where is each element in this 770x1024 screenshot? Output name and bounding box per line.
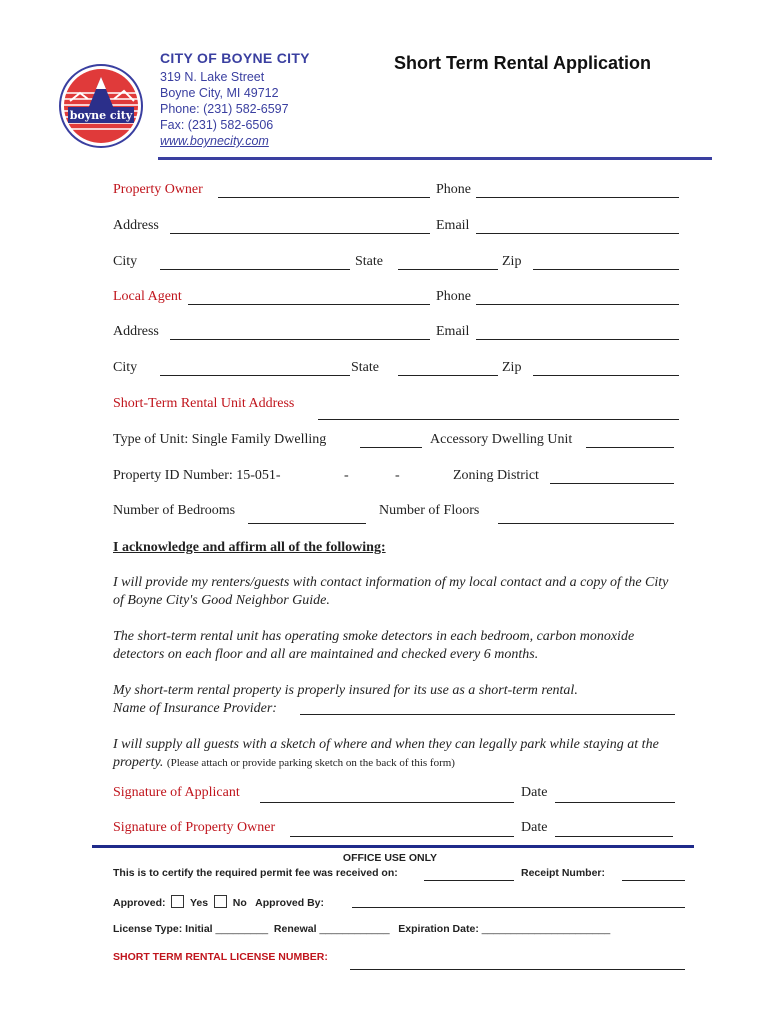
agent-state-field[interactable] bbox=[398, 375, 498, 376]
local-agent-field[interactable] bbox=[188, 304, 430, 305]
owner-signature-field[interactable] bbox=[290, 836, 514, 837]
agent-zip-field[interactable] bbox=[533, 375, 679, 376]
unit-address-label: Short-Term Rental Unit Address bbox=[113, 396, 295, 411]
affirm-heading: I acknowledge and affirm all of the following: bbox=[113, 540, 386, 555]
agent-city-field[interactable] bbox=[160, 375, 350, 376]
approved-yes-label: Yes bbox=[190, 897, 209, 909]
insurance-provider-field[interactable] bbox=[300, 714, 675, 715]
affirm-paragraph-2: The short-term rental unit has operating smoke detectors in each bedroom, carbon monoxide detectors on each floor and all are maintained and checked every 6 months. bbox=[113, 629, 635, 662]
city-name: CITY OF BOYNE CITY bbox=[160, 50, 310, 66]
form-title: Short Term Rental Application bbox=[394, 53, 652, 73]
header-divider bbox=[158, 157, 712, 160]
approved-no-checkbox[interactable] bbox=[214, 895, 227, 908]
owner-email-label: Email bbox=[436, 218, 470, 233]
owner-date-field[interactable] bbox=[555, 836, 673, 837]
city-logo bbox=[58, 63, 144, 149]
approved-yes-checkbox[interactable] bbox=[171, 895, 184, 908]
property-owner-field[interactable] bbox=[218, 197, 430, 198]
accessory-unit-field[interactable] bbox=[586, 447, 674, 448]
owner-state-field[interactable] bbox=[398, 269, 498, 270]
applicant-signature-field[interactable] bbox=[260, 802, 514, 803]
license-type-label: License Type: Initial bbox=[113, 923, 213, 935]
bedrooms-field[interactable] bbox=[248, 523, 366, 524]
receipt-number-label: Receipt Number: bbox=[521, 867, 606, 879]
floors-field[interactable] bbox=[498, 523, 674, 524]
affirm-paragraph-4-text: I will supply all guests with a sketch of where and when they can legally park while staying at the property. bbox=[113, 737, 659, 770]
expiration-date-label: Expiration Date: bbox=[398, 923, 479, 935]
license-row bbox=[113, 923, 610, 935]
owner-zip-label: Zip bbox=[502, 254, 522, 269]
owner-state-label: State bbox=[355, 254, 383, 269]
owner-date-label: Date bbox=[521, 820, 548, 835]
city-website-link[interactable]: www.boynecity.com bbox=[160, 134, 269, 148]
owner-phone-field[interactable] bbox=[476, 197, 679, 198]
renewal-field[interactable]: ____________ bbox=[319, 923, 390, 935]
approved-row bbox=[113, 895, 324, 909]
local-agent-label: Local Agent bbox=[113, 289, 182, 304]
insurance-provider-label: Name of Insurance Provider: bbox=[113, 701, 277, 716]
agent-city-label: City bbox=[113, 360, 138, 375]
floors-label: Number of Floors bbox=[379, 503, 480, 518]
parking-sketch-note: (Please attach or provide parking sketch on the back of this form) bbox=[166, 757, 455, 769]
accessory-unit-label: Accessory Dwelling Unit bbox=[430, 432, 573, 447]
applicant-date-field[interactable] bbox=[555, 802, 675, 803]
owner-phone-label: Phone bbox=[436, 182, 471, 197]
approved-by-label: Approved By: bbox=[255, 897, 325, 909]
city-address: 319 N. Lake Street bbox=[160, 70, 265, 84]
office-divider bbox=[92, 845, 694, 848]
agent-phone-field[interactable] bbox=[476, 304, 679, 305]
affirm-paragraph-3: My short-term rental property is properly insured for its use as a short-term rental. bbox=[113, 683, 578, 698]
fee-received-date-field[interactable] bbox=[424, 880, 514, 881]
agent-phone-label: Phone bbox=[436, 289, 471, 304]
receipt-number-field[interactable] bbox=[622, 880, 685, 881]
agent-address-label: Address bbox=[113, 324, 159, 339]
initial-field[interactable]: _________ bbox=[215, 923, 269, 935]
unit-type-label: Type of Unit: Single Family Dwelling bbox=[113, 432, 327, 447]
expiration-date-field[interactable]: ______________________ bbox=[481, 923, 611, 935]
city-state-zip: Boyne City, MI 49712 bbox=[160, 86, 279, 100]
city-phone: Phone: (231) 582-6597 bbox=[160, 102, 289, 116]
city-fax: Fax: (231) 582-6506 bbox=[160, 118, 274, 132]
unit-address-field[interactable] bbox=[318, 419, 679, 420]
affirm-paragraph-4 bbox=[113, 736, 683, 772]
approved-by-field[interactable] bbox=[352, 907, 685, 908]
owner-address-field[interactable] bbox=[170, 233, 430, 234]
property-id-label: Property ID Number: 15-051- bbox=[113, 468, 281, 483]
zoning-field[interactable] bbox=[550, 483, 674, 484]
property-id-dash-1: - bbox=[344, 468, 349, 483]
license-number-label: SHORT TERM RENTAL LICENSE NUMBER: bbox=[113, 951, 328, 963]
logo-text: boyne city bbox=[69, 109, 133, 122]
agent-state-label: State bbox=[351, 360, 379, 375]
bedrooms-label: Number of Bedrooms bbox=[113, 503, 236, 518]
agent-address-field[interactable] bbox=[170, 339, 430, 340]
agent-zip-label: Zip bbox=[502, 360, 522, 375]
owner-email-field[interactable] bbox=[476, 233, 679, 234]
owner-zip-field[interactable] bbox=[533, 269, 679, 270]
property-id-dash-2: - bbox=[395, 468, 400, 483]
owner-city-field[interactable] bbox=[160, 269, 350, 270]
license-number-field[interactable] bbox=[350, 969, 685, 970]
agent-email-label: Email bbox=[436, 324, 470, 339]
applicant-date-label: Date bbox=[521, 785, 548, 800]
owner-address-label: Address bbox=[113, 218, 159, 233]
applicant-signature-label: Signature of Applicant bbox=[113, 785, 240, 800]
approved-no-label: No bbox=[232, 897, 247, 909]
owner-city-label: City bbox=[113, 254, 138, 269]
approved-label: Approved: bbox=[113, 897, 166, 909]
agent-email-field[interactable] bbox=[476, 339, 679, 340]
zoning-label: Zoning District bbox=[453, 468, 539, 483]
property-owner-label: Property Owner bbox=[113, 182, 203, 197]
owner-signature-label: Signature of Property Owner bbox=[113, 820, 276, 835]
single-family-field[interactable] bbox=[360, 447, 422, 448]
affirm-paragraph-1: I will provide my renters/guests with contact information of my local contact and a copy of the City of Boyne City's Good Neighbor Guide. bbox=[113, 575, 669, 608]
office-use-heading: OFFICE USE ONLY bbox=[342, 852, 438, 864]
renewal-label: Renewal bbox=[273, 923, 317, 935]
certify-label: This is to certify the required permit fee was received on: bbox=[113, 867, 398, 879]
